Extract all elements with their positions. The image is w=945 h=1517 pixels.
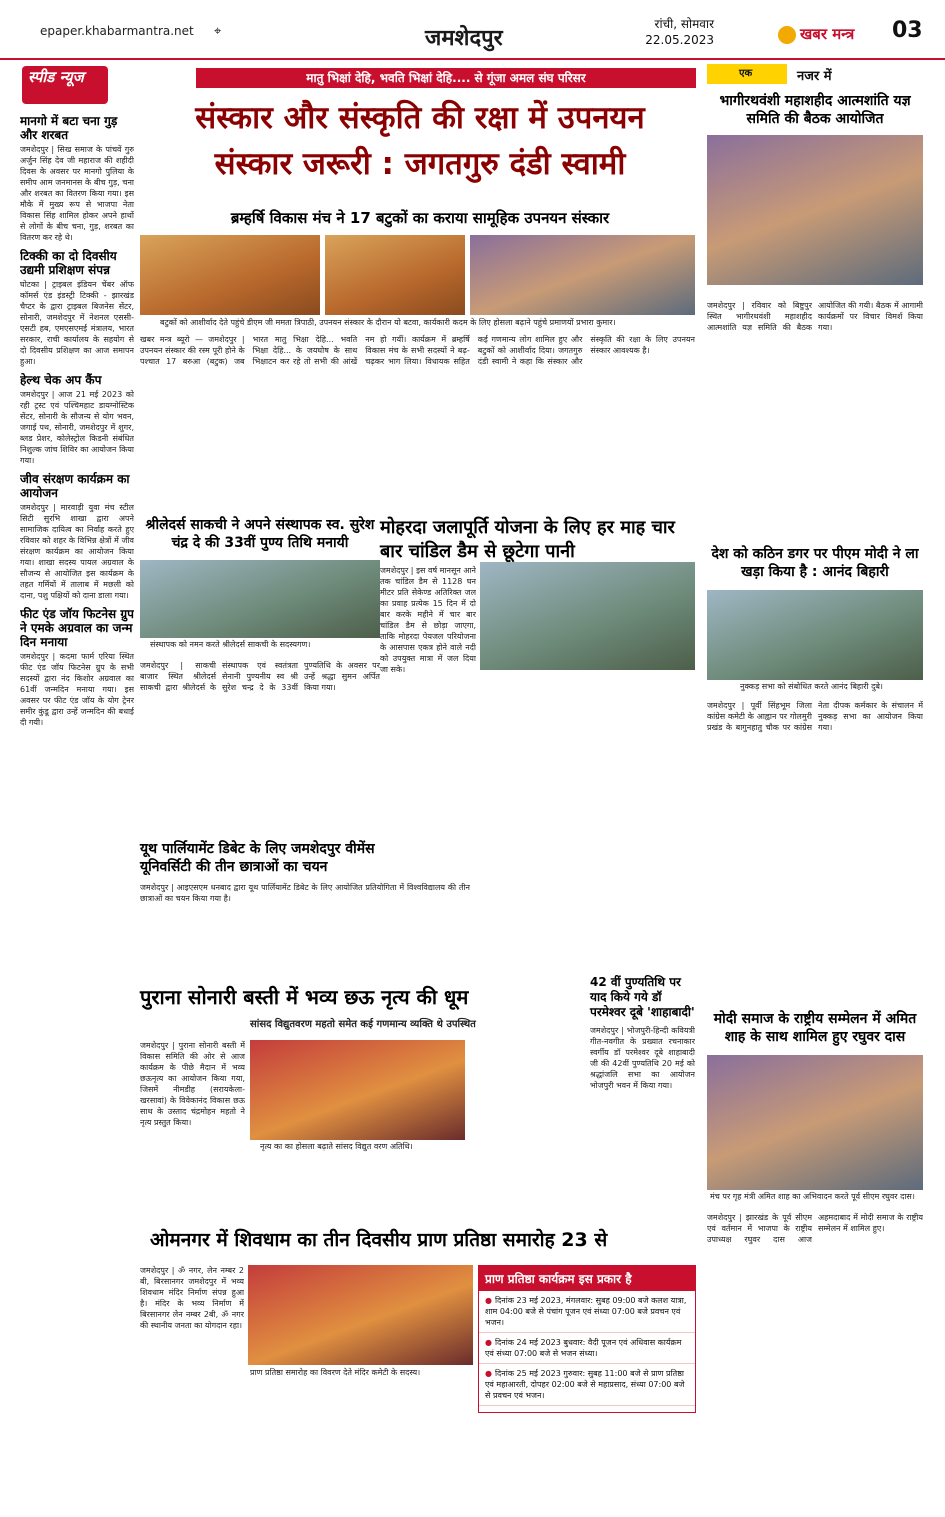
cursor-icon: ⌖ [214,24,222,39]
edition-date: 22.05.2023 [645,33,714,47]
left-story [20,249,134,367]
story-photo [480,562,695,670]
logo-mark-icon [778,26,796,44]
story-body: जमशेदपुर | आइएसएम धनबाद द्वारा यूथ पार्लियामेंट डिबेट के लिए आयोजित प्रतियोगिता में विश्वविद्यालय की तीन छात्राओं का चयन किया गया है। [140,883,470,903]
program-item [479,1291,695,1333]
left-story-title: फीट एंड जॉय फिटनेस ग्रुप ने एमके अग्रवाल का जन्म दिन मनाया [20,607,134,649]
story-title: पुराना सोनारी बस्ती में भव्य छऊ नृत्य की धूम [140,985,469,1009]
story-subtitle: सांसद विद्युतवरण महतो समेत कई गणमान्य व्यक्ति थे उपस्थित [250,1019,476,1030]
story-body: जमशेदपुर | पूर्वी सिंहभूम जिला कांग्रेस कमेटी के आह्वान पर गोलमुरी प्रखंड के बागुनहातु चौक पर कांग्रेस नेता दीपक कर्मकार के संचालन में नुक्कड़ सभा का आयोजन किया गया। [707,701,923,732]
masthead [0,0,945,60]
bullet-icon: ● [485,1296,492,1305]
left-story-body: घोटका | ट्राइबल इंडियन चेंबर ऑफ कॉमर्स एंड इंडस्ट्री टिक्की - झारखंड चैप्टर के द्वारा ट्राइबल बिजनेस सेंटर, सोनारी, जमशेदपुर में नेशनल एससी-एसटी हब, एमएसएमई मंत्रालय, भारत सरकार, राची कार्यालय के सहयोग से दो दिवसीय प्रशिक्षण का आज समापन हुआ। [20,280,134,366]
brand-name: खबर मन्त्र [800,25,855,43]
speed-news-badge: स्पीड न्यूज [22,66,108,104]
program-title: प्राण प्रतिष्ठा कार्यक्रम इस प्रकार है [479,1266,695,1291]
story-title: श्रीलेदर्स साकची ने अपने संस्थापक स्व. सुरेश चंद्र दे की 33वीं पुण्य तिथि मनायी [145,517,375,551]
program-schedule-box [478,1265,696,1413]
left-story-title: जीव संरक्षण कार्यक्रम का आयोजन [20,472,130,500]
left-story-title: हेल्थ चेक अप कैंप [20,373,102,387]
left-story [20,472,134,601]
story-photo [250,1040,465,1140]
story-photo-caption: संस्थापक को नमन करते श्रीलेदर्स साकची के सदस्यगण। [150,640,311,649]
left-story-body: जमशेदपुर | सिख समाज के पांचवें गुरु अर्जुन सिंह देव जी महाराज की शहीदी दिवस के अवसर पर मानगो पुलिया के समीप आम जनमानस के बीच गुड़, चना और शरबत का वितरण किया गया। इस मौके में मुख्य रूप से भाजपा नेता विकास सिंह शामिल होकर अपने हाथों से लोगों के बीच चना, गुड़, शरबत का वितरण कर रहे थे। [20,145,134,242]
bullet-icon: ● [485,1369,492,1378]
lead-subhead: ब्रम्हर्षि विकास मंच ने 17 बटुकों का कराया सामूहिक उपनयन संस्कार [230,209,610,227]
story-title: यूथ पार्लियामेंट डिबेट के लिए जमशेदपुर वीमेंस यूनिवर्सिटी की तीन छात्राओं का चयन [140,841,375,875]
lead-photo-caption: बटुकों को आशीर्वाद देते पहुंचे डीएम जी ममता त्रिपाठी, उपनयन संस्कार के दौरान यो बटवा, कार्यकारी कदम के लिए होसला बढ़ाने पहुंचे प्रमाणयों प्रभारा कुमार। [160,318,616,327]
program-item [479,1364,695,1406]
lead-photo [470,235,695,315]
tab-ek: एक [707,64,787,84]
story-title: मोहरदा जलापूर्ति योजना के लिए हर माह चार बार चांडिल डैम से छूटेगा पानी [380,517,675,562]
story-title: भागीरथवंशी महाशहीद आत्मशांति यज्ञ समिति की बैठक आयोजित [719,93,911,127]
story-photo [140,560,380,638]
left-story-body: जमशेदपुर | आज 21 मई 2023 को रही ट्रस्ट एवं पश्चिमहाट डायग्नोस्टिक सेंटर, सोनारी के सौजन्य से योग भवन, जगाई पथ, सोनारी, जमशेदपुर में शुगर, ब्लड प्रेशर, कोलेस्ट्रोल किडनी संबंधित निशुल्क जांच शिविर का आयोजन किया गया। [20,390,134,465]
story-body: जमशेदपुर | साकची बाजार स्थित श्रीलेदर्स साकची द्वारा श्रीलेदर्स के संस्थापक एवं स्वतंत्रता सेनानी पुण्यनीय स्व श्री सुरेश चन्द्र दे के 33वीं पुण्यतिथि के अवसर पर उन्हें श्रद्धा सुमन अर्पित किया गया। [140,661,380,692]
story-photo-caption: नृत्य का का होसला बढ़ाते सांसद विद्युत वरण अतिथि। [260,1142,413,1151]
story-photo [248,1265,473,1365]
tab-nazar: नजर में [797,69,832,84]
edition-meta [632,16,714,48]
brand-logo [778,24,854,44]
lead-kicker: मातु भिक्षां देहि, भवति भिक्षां देहि.... से गूंजा अमल संघ परिसर [196,68,696,88]
left-story-body: जमशेदपुर | मारवाड़ी युवा मंच स्टील सिटी सुरभि शाखा द्वारा अपने सामाजिक दायित्व का निर्वाह करते हुए रविवार को शहर के विभिन्न क्षेत्रों में जीव संरक्षण कार्यक्रम का आयोजन किया गया। शाखा सदस्य पायल अग्रवाल के सौजन्य से आयोजित इस कार्यक्रम के तहत गर्मियों में तालाब में मछली को दाना, पशु पक्षियों को दाना डाला गया। [20,503,134,600]
epaper-url[interactable]: epaper.khabarmantra.net [40,24,194,38]
story-body: जमशेदपुर | झारखंड के पूर्व सीएम एवं वर्तमान में भाजपा के राष्ट्रीय उपाध्यक्ष रघुवर दास आज अहमदाबाद में मोदी समाज के राष्ट्रीय सम्मेलन में शामिल हुए। [707,1213,923,1244]
story-body: जमशेदपुर | इस वर्ष मानसून आने तक चांडिल डैम से 1128 घन मीटर प्रति सेकेण्ड अतिरिक्त जल का प्रवाह प्रत्येक 15 दिन में दो बार करके महीने में चार बार चांडिल डैम से छोड़ा जाएगा, ताकि मोहरदा पेयजल परियोजना के आसपास एकत्र होने वाले नदी को उपयुक्त मात्रा में जल दिया जा सके। [380,566,476,674]
left-story-body: जमशेदपुर | कदमा फार्म एरिया स्थित फीट एंड जॉय फिटनेस ग्रुप के सभी सदस्यों द्वारा नंद किशोर अग्रवाल का 61वीं जन्मदिन मनाया गया। इस अवसर पर फीट एंड जॉय के योग ट्रेनर समीर कुंडू द्वारा उन्हें जन्मदिन की बधाई दी गयी। [20,652,134,727]
lead-headline-line1: संस्कार और संस्कृति की रक्षा में उपनयन [195,100,645,136]
story-photo [707,135,923,285]
print-footer [0,1478,945,1517]
left-story [20,373,134,466]
left-column [20,108,134,1478]
story-body: जमशेदपुर | ॐ नगर, लेन नम्बर 2 बी, बिरसानगर जमशेदपुर में भव्य शिवधाम मंदिर निर्माण संपन्न हुआ है। मंदिर के भव्य निर्माण में बिरसानगर लेन नम्बर 2बी, ॐ नगर की स्थानीय जनता का योगदान रहा। [140,1266,244,1330]
story-body: जमशेदपुर | रविवार को बिष्टुपुर स्थित भागीरथवंशी महाशहीद आत्मशांति यज्ञ समिति की बैठक आयोजित की गयी। बैठक में आगामी कार्यक्रमों पर विचार विमर्श किया गया। [707,301,923,332]
city-title: जमशेदपुर [425,26,503,51]
story-title: मोदी समाज के राष्ट्रीय सम्मेलन में अमित शाह के साथ शामिल हुए रघुवर दास [713,1011,917,1045]
bullet-icon: ● [485,1338,492,1347]
story-body: जमशेदपुर | भोजपुरी-हिन्दी कवियत्री गीत-नवगीत के प्रख्यात रचनाकार स्वर्गीय डॉ परमेश्वर दूबे शाहाबादी जी की 42वीं पुण्यतिथि 20 मई को श्रद्धांजलि सभा का आयोजन भोजपुरी भवन में किया गया। [590,1026,695,1090]
story-title: 42 वीं पुण्यतिथि पर याद किये गये डॉ परमेश्वर दूबे 'शाहाबादी' [590,975,695,1019]
page-number: 03 [892,18,923,43]
program-item-text: दिनांक 23 मई 2023, मंगलवार: सुबह 09:00 बजे कलश यात्रा, शाम 04:00 बजे से पंचांग पूजन एवं संध्या 07:00 बजे प्रवचन एवं भजन। [485,1296,687,1327]
story-title: देश को कठिन डगर पर पीएम मोदी ने ला खड़ा किया है : आनंद बिहारी [711,546,919,580]
lead-body: खबर मन्त्र ब्यूरो — जमशेदपुर | उपनयन संस्कार की रस्म पूरी होने के पश्चात 17 बरुआ (बटुक) जब भारत मातु भिक्षा देहि... भवति भिक्षा देहि... के जयघोष के साथ भिक्षाटन कर रहे तो सभी की आंखें नम हो गयीं। कार्यक्रम में ब्रम्हर्षि विकास मंच के सभी सदस्यों ने बढ़-चढ़कर भाग लिया। विधायक सहित कई गणमान्य लोग शामिल हुए और बटुकों को आशीर्वाद दिया। जगतगुरु दंडी स्वामी ने कहा कि संस्कार और संस्कृति की रक्षा के लिए उपनयन संस्कार आवश्यक है। [140,335,695,366]
program-item [479,1333,695,1364]
left-story [20,114,134,243]
lead-headline [140,95,700,187]
story-photo-caption: प्राण प्रतिष्ठा समारोह का विवरण देते मंदिर कमेटी के सदस्य। [250,1368,421,1377]
program-item-text: दिनांक 25 मई 2023 गुरुवार: सुबह 11:00 बजे से प्राण प्रतिष्ठा एवं महाआरती, दोपहर 02:00 बजे से महाप्रसाद, संध्या 07:00 बजे से प्रवचन एवं भजन। [485,1369,685,1400]
place-day: रांची, सोमवार [654,17,714,31]
story-photo-caption: मंच पर गृह मंत्री अमित शाह का अभिवादन करते पूर्व सीएम रघुवर दास। [710,1192,915,1201]
story-title: ओमनगर में शिवधाम का तीन दिवसीय प्राण प्रतिष्ठा समारोह 23 से [150,1229,608,1251]
left-story [20,607,134,728]
lead-photo [140,235,320,315]
program-item-text: दिनांक 24 मई 2023 बुधवार: वैदी पूजन एवं अधिवास कार्यक्रम एवं संध्या 07:00 बजे से भजन संध्या। [485,1338,682,1358]
story-photo-caption: नुक्कड़ सभा को संबोधित करते आनंद बिहारी दुबे। [740,682,883,691]
story-photo [707,590,923,680]
lead-photo [325,235,465,315]
story-body: जमशेदपुर | पुराना सोनारी बस्ती में विकास समिति की ओर से आज कार्यक्रम के पीछे मैदान में भव्य छऊनृत्य का आयोजन किया गया, जिसमें नीमडीह (सरायकेला-खरसावां) के विवेकानंद विकास छऊ साथ के उस्ताद चंद्रमोहन महतो ने नृत्य प्रस्तुत किया। [140,1041,245,1127]
story-photo [707,1055,923,1190]
left-story-title: मानगो में बटा चना गुड़ और शरबत [20,114,118,142]
lead-headline-line2: संस्कार जरूरी : जगतगुरु दंडी स्वामी [214,146,626,182]
ek-nazar-tab [707,64,923,84]
left-story-title: टिक्की का दो दिवसीय उद्यमी प्रशिक्षण संपन्न [20,249,117,277]
